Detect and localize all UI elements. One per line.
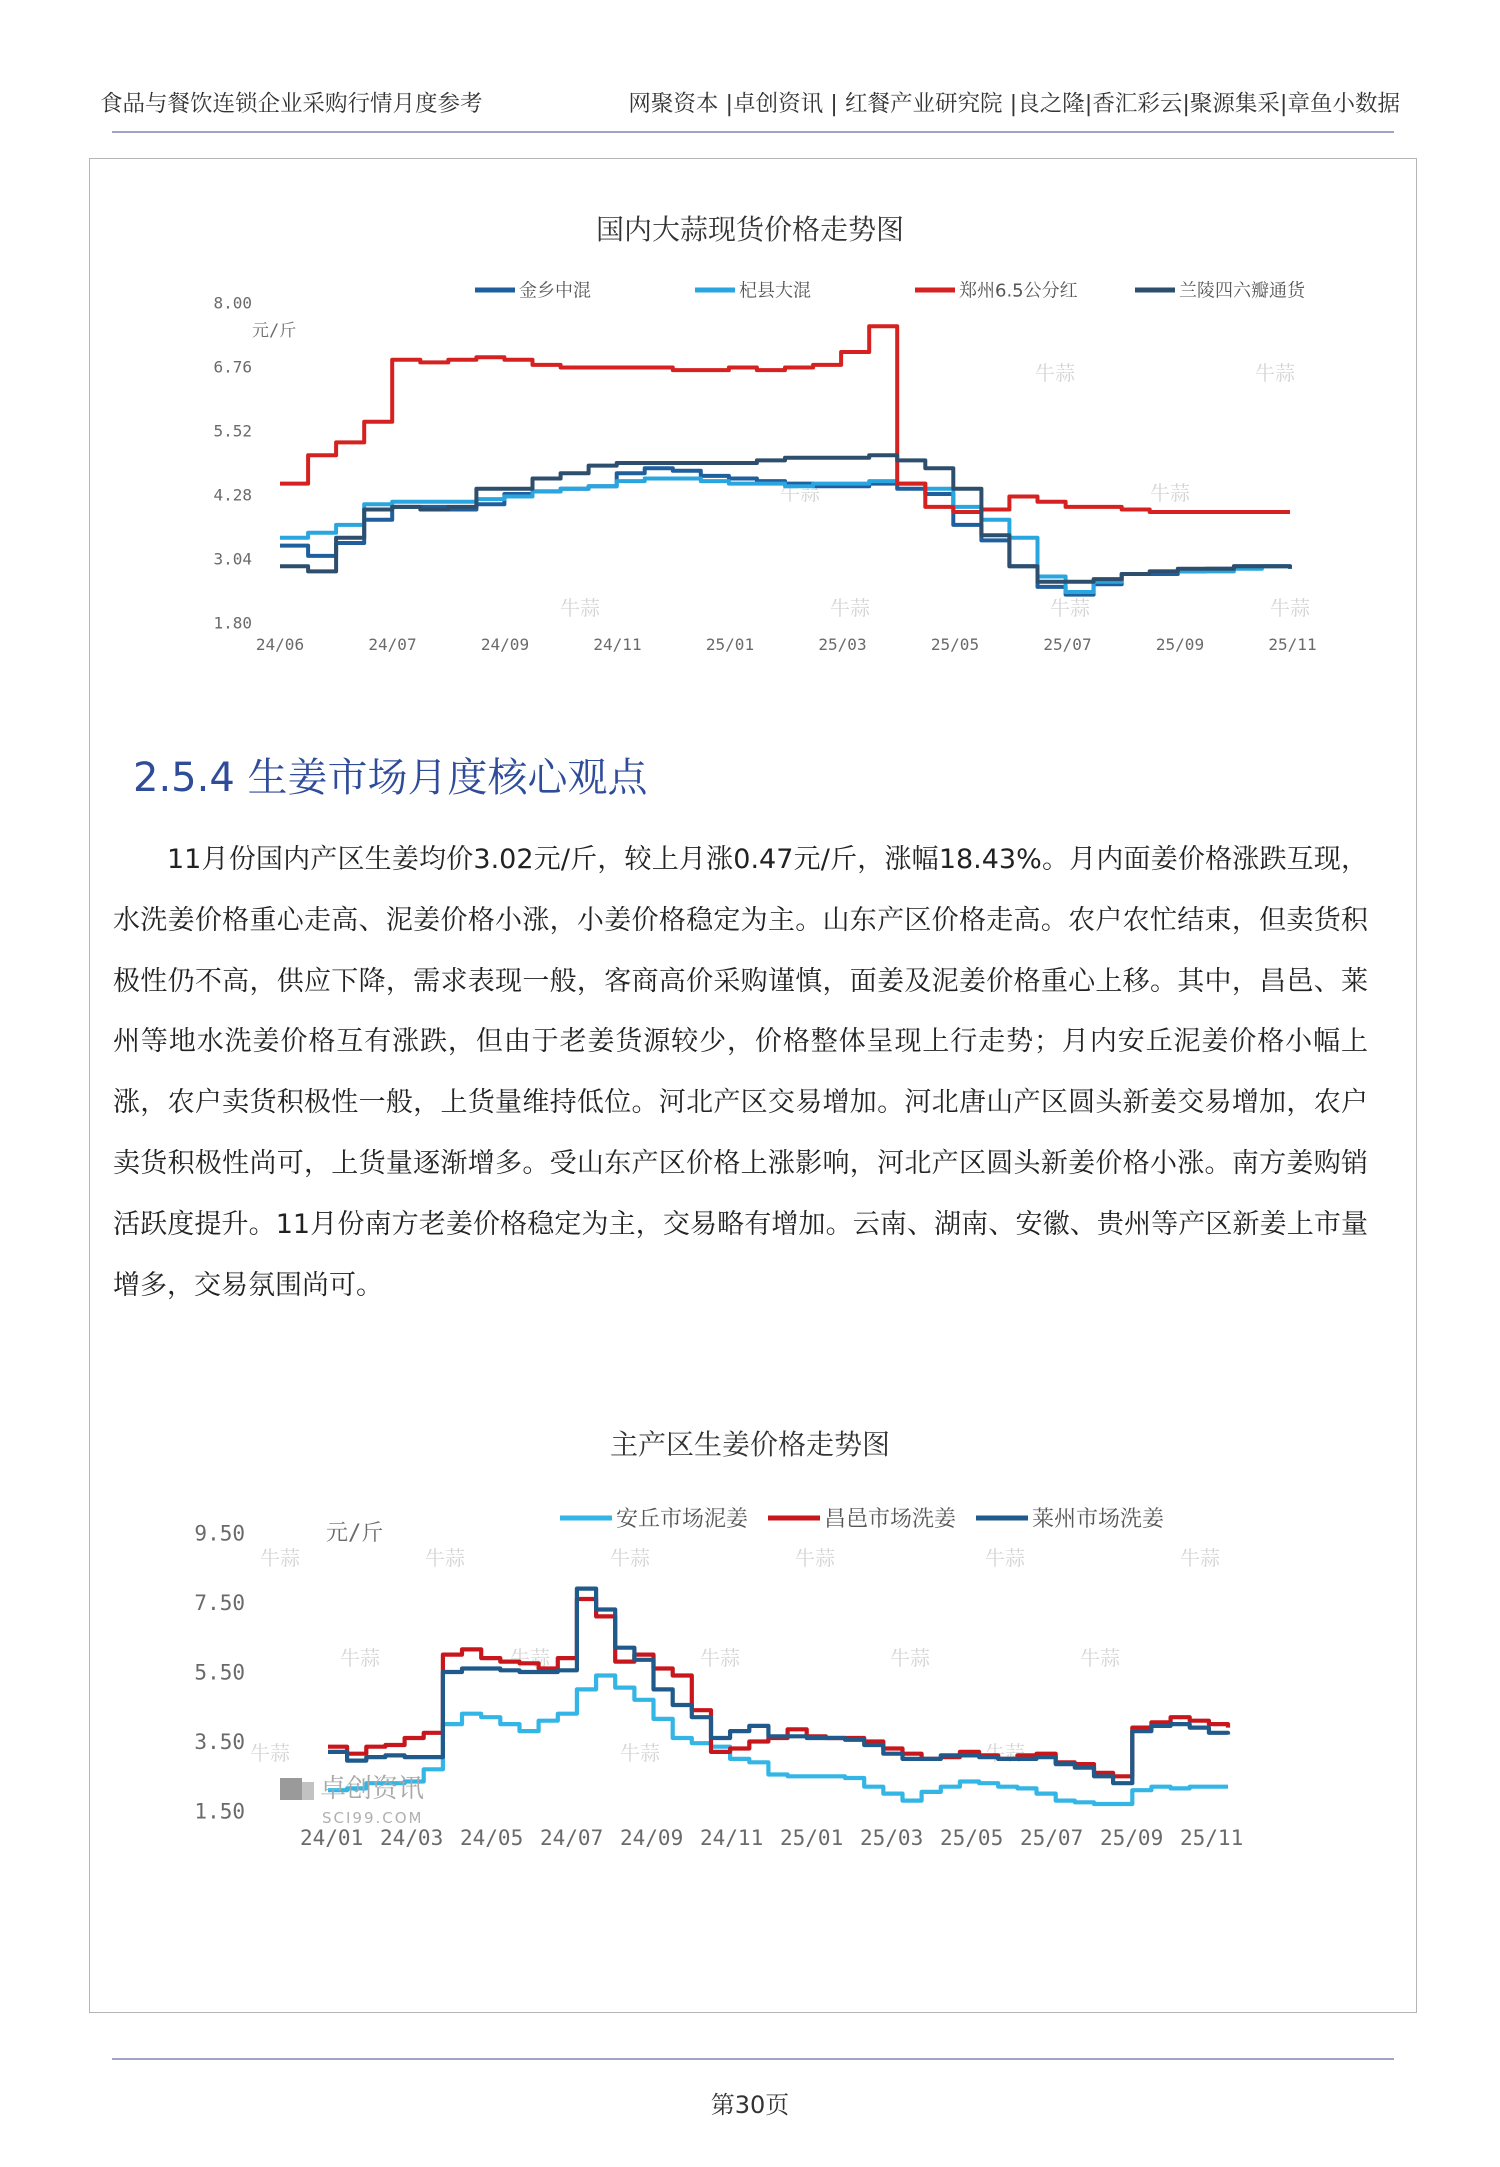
x-tick-label-0: 24/01 xyxy=(300,1826,364,1850)
y-tick-label-0: 8.00 xyxy=(213,293,252,313)
x-tick-label-6: 25/05 xyxy=(930,635,980,654)
garlic-price-chart xyxy=(213,280,1316,654)
watermark-8: 牛蒜 xyxy=(700,1646,740,1670)
y-tick-label-5: 1.80 xyxy=(213,613,252,633)
x-tick-label-6: 25/01 xyxy=(780,1826,844,1850)
x-tick-label-1: 24/03 xyxy=(380,1826,444,1850)
x-tick-label-1: 24/07 xyxy=(368,635,417,654)
legend-label-2: 郑州6.5公分红 xyxy=(959,280,1078,302)
x-tick-label-0: 24/06 xyxy=(255,635,305,654)
y-tick-label-2: 5.50 xyxy=(194,1660,245,1685)
y-tick-label-0: 9.50 xyxy=(194,1521,245,1546)
series-line-1 xyxy=(328,1599,1228,1776)
x-tick-label-7: 25/07 xyxy=(1043,635,1092,654)
legend-label-3: 兰陵四六瓣通货 xyxy=(1179,280,1305,302)
watermark-0: 牛蒜 xyxy=(260,1546,300,1570)
header-document-title: 食品与餐饮连锁企业采购行情月度参考 xyxy=(100,91,483,117)
watermark-3: 牛蒜 xyxy=(1150,481,1190,505)
watermark-10: 牛蒜 xyxy=(1080,1646,1120,1670)
y-tick-label-3: 4.28 xyxy=(213,485,252,505)
x-tick-label-9: 25/11 xyxy=(1268,635,1317,654)
watermark-12: 牛蒜 xyxy=(620,1741,660,1765)
y-tick-label-1: 6.76 xyxy=(213,357,252,377)
x-tick-label-9: 25/07 xyxy=(1020,1826,1084,1850)
watermark-1: 牛蒜 xyxy=(1255,361,1295,385)
legend-label-1: 昌邑市场洗姜 xyxy=(824,1506,957,1532)
x-tick-label-5: 24/11 xyxy=(700,1826,764,1850)
x-tick-label-5: 25/03 xyxy=(818,635,867,654)
ginger-chart-title: 主产区生姜价格走势图 xyxy=(609,1428,890,1461)
watermark-7: 牛蒜 xyxy=(510,1646,550,1670)
watermark-4: 牛蒜 xyxy=(985,1546,1025,1570)
logo-mark-icon-2 xyxy=(302,1782,314,1800)
watermark-11: 牛蒜 xyxy=(250,1741,290,1765)
section-heading: 2.5.4 生姜市场月度核心观点 xyxy=(133,755,648,801)
y-tick-label-4: 1.50 xyxy=(194,1799,245,1824)
series-line-2 xyxy=(328,1589,1228,1784)
x-tick-label-2: 24/05 xyxy=(460,1826,524,1850)
watermark-2: 牛蒜 xyxy=(780,481,820,505)
watermark-3: 牛蒜 xyxy=(795,1546,835,1570)
x-tick-label-4: 25/01 xyxy=(705,635,755,654)
watermark-6: 牛蒜 xyxy=(340,1646,380,1670)
source-logo xyxy=(280,1774,424,1827)
x-tick-label-10: 25/09 xyxy=(1100,1826,1164,1850)
watermark-9: 牛蒜 xyxy=(890,1646,930,1670)
watermark-0: 牛蒜 xyxy=(1035,361,1075,385)
watermark-6: 牛蒜 xyxy=(1270,596,1310,620)
x-tick-label-11: 25/11 xyxy=(1180,1826,1244,1850)
x-tick-label-3: 24/07 xyxy=(540,1826,604,1850)
logo-url: SCI99.COM xyxy=(322,1809,424,1827)
y-tick-label-3: 3.50 xyxy=(194,1729,245,1754)
watermark-13: 牛蒜 xyxy=(985,1741,1025,1765)
watermark-4: 牛蒜 xyxy=(560,596,600,620)
legend-label-0: 安丘市场泥姜 xyxy=(616,1506,749,1532)
watermark-7: 牛蒜 xyxy=(1050,596,1090,620)
y-tick-label-2: 5.52 xyxy=(213,421,252,441)
y-tick-label-1: 7.50 xyxy=(194,1590,245,1615)
watermark-1: 牛蒜 xyxy=(425,1546,465,1570)
legend-label-0: 金乡中混 xyxy=(519,280,591,302)
watermark-5: 牛蒜 xyxy=(1180,1546,1220,1570)
x-tick-label-3: 24/11 xyxy=(593,635,642,654)
watermark-2: 牛蒜 xyxy=(610,1546,650,1570)
footer-divider xyxy=(112,2058,1394,2060)
watermark-5: 牛蒜 xyxy=(830,596,870,620)
series-line-3 xyxy=(280,455,1290,581)
y-axis-unit: 元/斤 xyxy=(326,1521,384,1546)
x-tick-label-8: 25/05 xyxy=(940,1826,1004,1850)
legend-label-2: 莱州市场洗姜 xyxy=(1032,1506,1165,1532)
legend-label-1: 杞县大混 xyxy=(739,280,811,302)
garlic-chart-title: 国内大蒜现货价格走势图 xyxy=(595,213,904,246)
x-tick-label-8: 25/09 xyxy=(1155,635,1205,654)
x-tick-label-7: 25/03 xyxy=(860,1826,924,1850)
x-tick-label-2: 24/09 xyxy=(480,635,530,654)
y-axis-unit: 元/斤 xyxy=(252,321,297,341)
logo-name: 卓创资讯 xyxy=(320,1774,425,1804)
logo-mark-icon xyxy=(280,1778,302,1800)
x-tick-label-4: 24/09 xyxy=(620,1826,684,1850)
body-paragraph: 11月份国内产区生姜均价3.02元/斤，较上月涨0.47元/斤，涨幅18.43%。月内面姜价格涨跌互现，水洗姜价格重心走高、泥姜价格小涨，小姜价格稳定为主。山东产区价格走高。农户农忙结束，但卖货积极性仍不高，供应下降，需求表现一般，客商高价采购谨慎，面姜及泥姜价格重心上移。其中，昌邑、莱州等地水洗姜价格互有涨跌，但由于老姜货源较少，价格整体呈现上行走势；月内安丘泥姜价格小幅上涨，农户卖货积极性一般，上货量维持低位。河北产区交易增加。河北唐山产区圆头新姜交易增加，农户卖货积极性尚可，上货量逐渐增多。受山东产区价格上涨影响，河北产区圆头新姜价格小涨。南方姜购销活跃度提升。11月份南方老姜价格稳定为主，交易略有增加。云南、湖南、安徽、贵州等产区新姜上市量增多，交易氛围尚可。 xyxy=(113,844,1368,1301)
y-tick-label-4: 3.04 xyxy=(213,549,252,569)
page-number: 第30页 xyxy=(710,2091,790,2119)
header-sources: 网聚资本 |卓创资讯 | 红餐产业研究院 |良之隆|香汇彩云|聚源集采|章鱼小数据 xyxy=(628,91,1400,117)
